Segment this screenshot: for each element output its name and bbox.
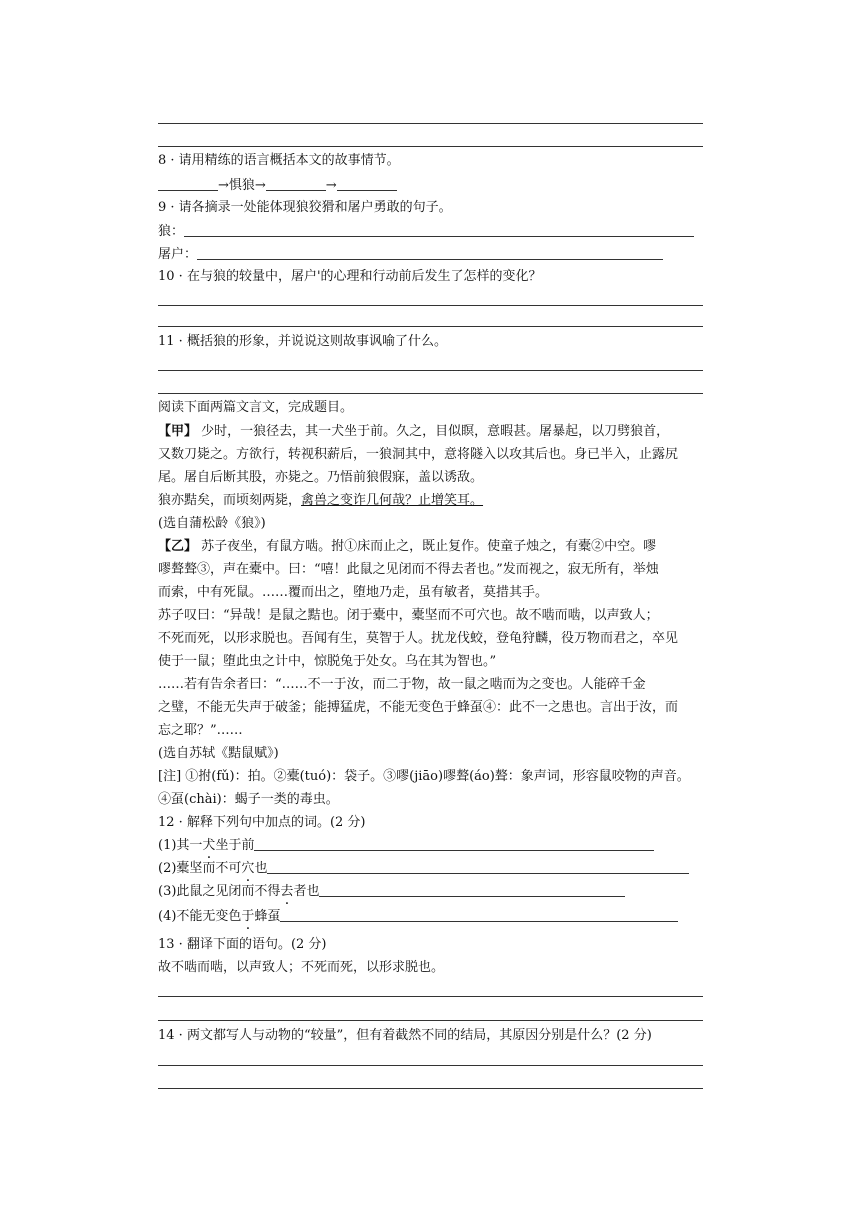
q12-item-prefix: (4)不能无变色 [158,909,242,924]
passage-yi-line-5: 不死而死，以形求脱也。吾闻有生，莫智于人。扰龙伐蛟，登龟狩麟，役万物而君之，卒见 [158,631,679,646]
butcher-label: 屠户： [158,247,198,262]
reading-intro: 阅读下面两篇文言文，完成题目。 [158,400,354,415]
passage-yi-line-2: 嘐聱聱③，声在橐中。曰：“嘻！此鼠之见闭而不得去者也。”发而视之，寂无所有，举烛 [158,562,659,577]
passage-yi-tag: 【乙】 [158,539,198,554]
passage-yi-line-1 [158,538,656,556]
passage-yi-source: (选自苏轼《黠鼠赋》) [158,746,279,761]
passage-yi-line-6: 使于一鼠；堕此虫之计中，惊脱兔于处女。乌在其为智也。” [158,654,497,669]
q12-item-2 [158,860,689,878]
answer-line[interactable] [158,326,703,327]
answer-line[interactable] [158,996,703,997]
question-10: 10 · 在与狼的较量中，屠户'的心理和行动前后发生了怎样的变化？ [158,269,542,284]
passage-jia-line-1 [158,423,669,441]
plot-blank-3[interactable] [337,176,397,191]
q13-sentence: 故不啮而啮，以声致人；不死而死，以形求脱也。 [158,960,445,975]
question-8: 8 · 请用精练的语言概括本文的故事情节。 [158,153,400,168]
q12-answer-line-1[interactable] [254,838,654,851]
passage-jia-tag: 【甲】 [158,424,198,439]
answer-line[interactable] [158,1065,703,1066]
q12-item-suffix: 坐于前 [215,838,255,853]
passage-jia-underlined-sentence: 禽兽之变诈几何哉？止增笑耳。 [301,493,484,508]
butcher-answer-line[interactable] [197,245,663,260]
answer-line[interactable] [158,123,703,124]
q12-item-suffix: 者也 [293,884,320,899]
passage-yi-text-1: 苏子夜坐，有鼠方啮。拊①床而止之，既止复作。使童子烛之，有橐②中空。嘐 [201,539,657,554]
question-14: 14 · 两文都写人与动物的“较量”，但有着截然不同的结局，其原因分别是什么？(2 分) [158,1028,652,1043]
passage-yi-line-8: 之璧，不能无失声于破釜；能搏猛虎，不能无变色于蜂虿④：此不一之患也。言出于汝，而 [158,700,679,715]
question-13: 13 · 翻译下面的语句。(2 分) [158,937,327,952]
answer-line[interactable] [158,305,703,306]
answer-line[interactable] [158,393,703,394]
question-12: 12 · 解释下列句中加点的词。(2 分) [158,815,366,830]
answer-line[interactable] [158,370,703,371]
dotted-word: 于 [241,909,255,924]
q12-item-prefix: (3)此鼠之见闭而不得 [158,884,281,899]
passage-jia-source: (选自蒲松龄《狼》) [158,516,266,531]
wolf-answer-row [158,222,694,241]
passage-jia-text-1: 少时，一狼径去，其一犬坐于前。久之，目似瞑，意暇甚。屠暴起，以刀劈狼首， [201,424,670,439]
plot-chain-arrow: → [325,178,337,193]
dotted-word: 犬 [202,838,216,853]
passage-jia-line-4 [158,492,483,510]
answer-line[interactable] [158,146,703,147]
plot-blank-1[interactable] [158,176,218,191]
q12-answer-line-2[interactable] [267,861,689,874]
answer-line[interactable] [158,1088,703,1089]
answer-line[interactable] [158,1020,703,1021]
q12-item-prefix: (1)其一 [158,838,203,853]
q12-item-prefix: (2)橐坚而不可 [158,861,242,876]
plot-blank-2[interactable] [266,176,326,191]
q12-item-suffix: 也 [254,861,268,876]
passage-jia-line-2: 又数刀毙之。方欲行，转视积薪后，一狼洞其中，意将隧入以攻其后也。身已半入，止露尻 [158,447,679,462]
wolf-label: 狼： [158,224,185,239]
dotted-word: 去 [280,884,294,899]
annotation-line-2: ④虿(chài)：蝎子一类的毒虫。 [158,792,339,807]
q12-item-3 [158,883,625,901]
q12-item-suffix: 蜂虿 [254,909,281,924]
q12-item-1 [158,837,654,855]
wolf-answer-line[interactable] [184,222,694,237]
passage-jia-line-3: 尾。屠自后断其股，亦毙之。乃悟前狼假寐，盖以诱敌。 [158,470,484,485]
question-8-plot-chain [158,176,397,195]
annotation-line-1: [注] ①拊(fǔ)：拍。②橐(tuó)：袋子。③嘐(jiāo)嘐聱(áo)聱：象声词，形容鼠咬物的声音。 [158,769,690,784]
q12-item-4 [158,908,678,926]
dotted-word: 穴 [241,861,255,876]
question-9: 9 · 请各摘录一处能体现狼狡猾和屠户勇敢的句子。 [158,200,452,215]
question-11: 11 · 概括狼的形象，并说说这则故事讽喻了什么。 [158,334,447,349]
butcher-answer-row [158,245,663,264]
passage-yi-line-9: 忘之耶？”…… [158,723,243,738]
passage-jia-text-4a: 狼亦黠矣，而顷刻两毙， [158,493,302,508]
plot-chain-middle: →惧狼→ [218,178,266,193]
passage-yi-line-7: ……若有告余者曰：“……不一于汝，而二于物，故一鼠之啮而为之变也。人能碎千金 [158,677,646,692]
passage-yi-line-3: 而索，中有死鼠。……覆而出之，堕地乃走，虽有敏者，莫措其手。 [158,585,549,600]
q12-answer-line-3[interactable] [319,884,625,897]
passage-yi-line-4: 苏子叹曰：“异哉！是鼠之黠也。闭于橐中，橐坚而不可穴也。故不啮而啮，以声致人； [158,608,659,623]
q12-answer-line-4[interactable] [280,909,678,922]
